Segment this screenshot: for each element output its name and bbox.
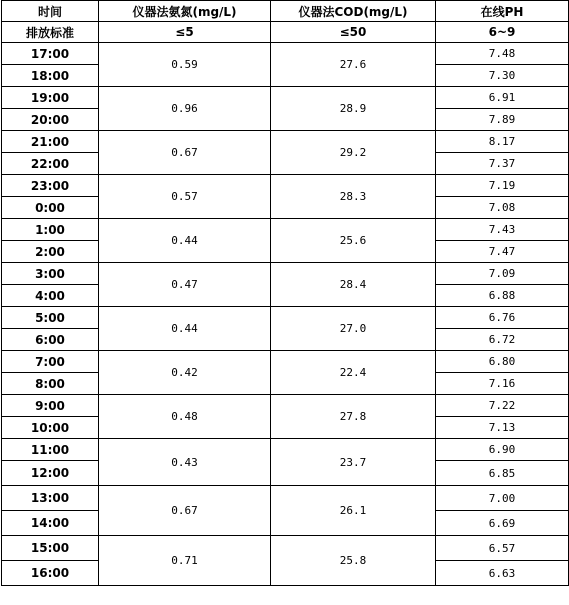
ph-cell: 7.19 [436, 175, 569, 197]
table-row [2, 263, 569, 285]
standard-cod: ≤50 [271, 22, 436, 43]
time-cell: 4:00 [2, 285, 99, 307]
ph-cell: 6.90 [436, 439, 569, 461]
table-row [2, 536, 569, 561]
cod-cell: 28.3 [271, 175, 436, 219]
table-row [2, 43, 569, 65]
time-cell: 21:00 [2, 131, 99, 153]
header-row [2, 1, 569, 22]
cod-cell: 27.8 [271, 395, 436, 439]
header-ammonia: 仪器法氨氮(mg/L) [99, 1, 271, 22]
time-cell: 23:00 [2, 175, 99, 197]
ammonia-cell: 0.57 [99, 175, 271, 219]
table-row [2, 131, 569, 153]
ammonia-cell: 0.43 [99, 439, 271, 486]
ammonia-cell: 0.42 [99, 351, 271, 395]
time-cell: 20:00 [2, 109, 99, 131]
monitoring-table [1, 0, 569, 586]
ph-cell: 6.76 [436, 307, 569, 329]
table-row [2, 486, 569, 511]
ph-cell: 6.88 [436, 285, 569, 307]
ph-cell: 7.08 [436, 197, 569, 219]
ammonia-cell: 0.67 [99, 131, 271, 175]
ph-cell: 7.48 [436, 43, 569, 65]
table-row [2, 87, 569, 109]
cod-cell: 27.0 [271, 307, 436, 351]
ph-cell: 6.57 [436, 536, 569, 561]
time-cell: 9:00 [2, 395, 99, 417]
time-cell: 10:00 [2, 417, 99, 439]
ph-cell: 7.30 [436, 65, 569, 87]
table-row [2, 351, 569, 373]
ph-cell: 7.43 [436, 219, 569, 241]
time-cell: 12:00 [2, 461, 99, 486]
ph-cell: 6.69 [436, 511, 569, 536]
time-cell: 6:00 [2, 329, 99, 351]
time-cell: 7:00 [2, 351, 99, 373]
header-ph: 在线PH [436, 1, 569, 22]
ph-cell: 7.37 [436, 153, 569, 175]
cod-cell: 27.6 [271, 43, 436, 87]
cod-cell: 28.9 [271, 87, 436, 131]
table-body [2, 1, 569, 586]
ammonia-cell: 0.44 [99, 219, 271, 263]
ph-cell: 6.72 [436, 329, 569, 351]
ammonia-cell: 0.44 [99, 307, 271, 351]
time-cell: 1:00 [2, 219, 99, 241]
table-row [2, 439, 569, 461]
time-cell: 11:00 [2, 439, 99, 461]
ph-cell: 8.17 [436, 131, 569, 153]
time-cell: 16:00 [2, 561, 99, 586]
ph-cell: 7.89 [436, 109, 569, 131]
standard-ammonia: ≤5 [99, 22, 271, 43]
time-cell: 5:00 [2, 307, 99, 329]
cod-cell: 28.4 [271, 263, 436, 307]
header-cod: 仪器法COD(mg/L) [271, 1, 436, 22]
ph-cell: 7.47 [436, 241, 569, 263]
time-cell: 19:00 [2, 87, 99, 109]
ammonia-cell: 0.71 [99, 536, 271, 586]
ph-cell: 7.22 [436, 395, 569, 417]
time-cell: 3:00 [2, 263, 99, 285]
cod-cell: 29.2 [271, 131, 436, 175]
ammonia-cell: 0.47 [99, 263, 271, 307]
time-cell: 14:00 [2, 511, 99, 536]
time-cell: 8:00 [2, 373, 99, 395]
time-cell: 15:00 [2, 536, 99, 561]
cod-cell: 25.6 [271, 219, 436, 263]
cod-cell: 23.7 [271, 439, 436, 486]
ph-cell: 7.13 [436, 417, 569, 439]
ph-cell: 7.09 [436, 263, 569, 285]
table-row [2, 395, 569, 417]
ph-cell: 6.91 [436, 87, 569, 109]
ph-cell: 6.85 [436, 461, 569, 486]
standard-label: 排放标准 [2, 22, 99, 43]
ph-cell: 6.80 [436, 351, 569, 373]
ammonia-cell: 0.96 [99, 87, 271, 131]
standard-ph: 6~9 [436, 22, 569, 43]
table-row [2, 219, 569, 241]
ammonia-cell: 0.48 [99, 395, 271, 439]
time-cell: 2:00 [2, 241, 99, 263]
standard-row [2, 22, 569, 43]
ph-cell: 7.00 [436, 486, 569, 511]
time-cell: 22:00 [2, 153, 99, 175]
table-row [2, 175, 569, 197]
ph-cell: 6.63 [436, 561, 569, 586]
cod-cell: 25.8 [271, 536, 436, 586]
table-row [2, 307, 569, 329]
ammonia-cell: 0.67 [99, 486, 271, 536]
cod-cell: 22.4 [271, 351, 436, 395]
header-time: 时间 [2, 1, 99, 22]
time-cell: 18:00 [2, 65, 99, 87]
ph-cell: 7.16 [436, 373, 569, 395]
time-cell: 0:00 [2, 197, 99, 219]
cod-cell: 26.1 [271, 486, 436, 536]
time-cell: 17:00 [2, 43, 99, 65]
ammonia-cell: 0.59 [99, 43, 271, 87]
time-cell: 13:00 [2, 486, 99, 511]
